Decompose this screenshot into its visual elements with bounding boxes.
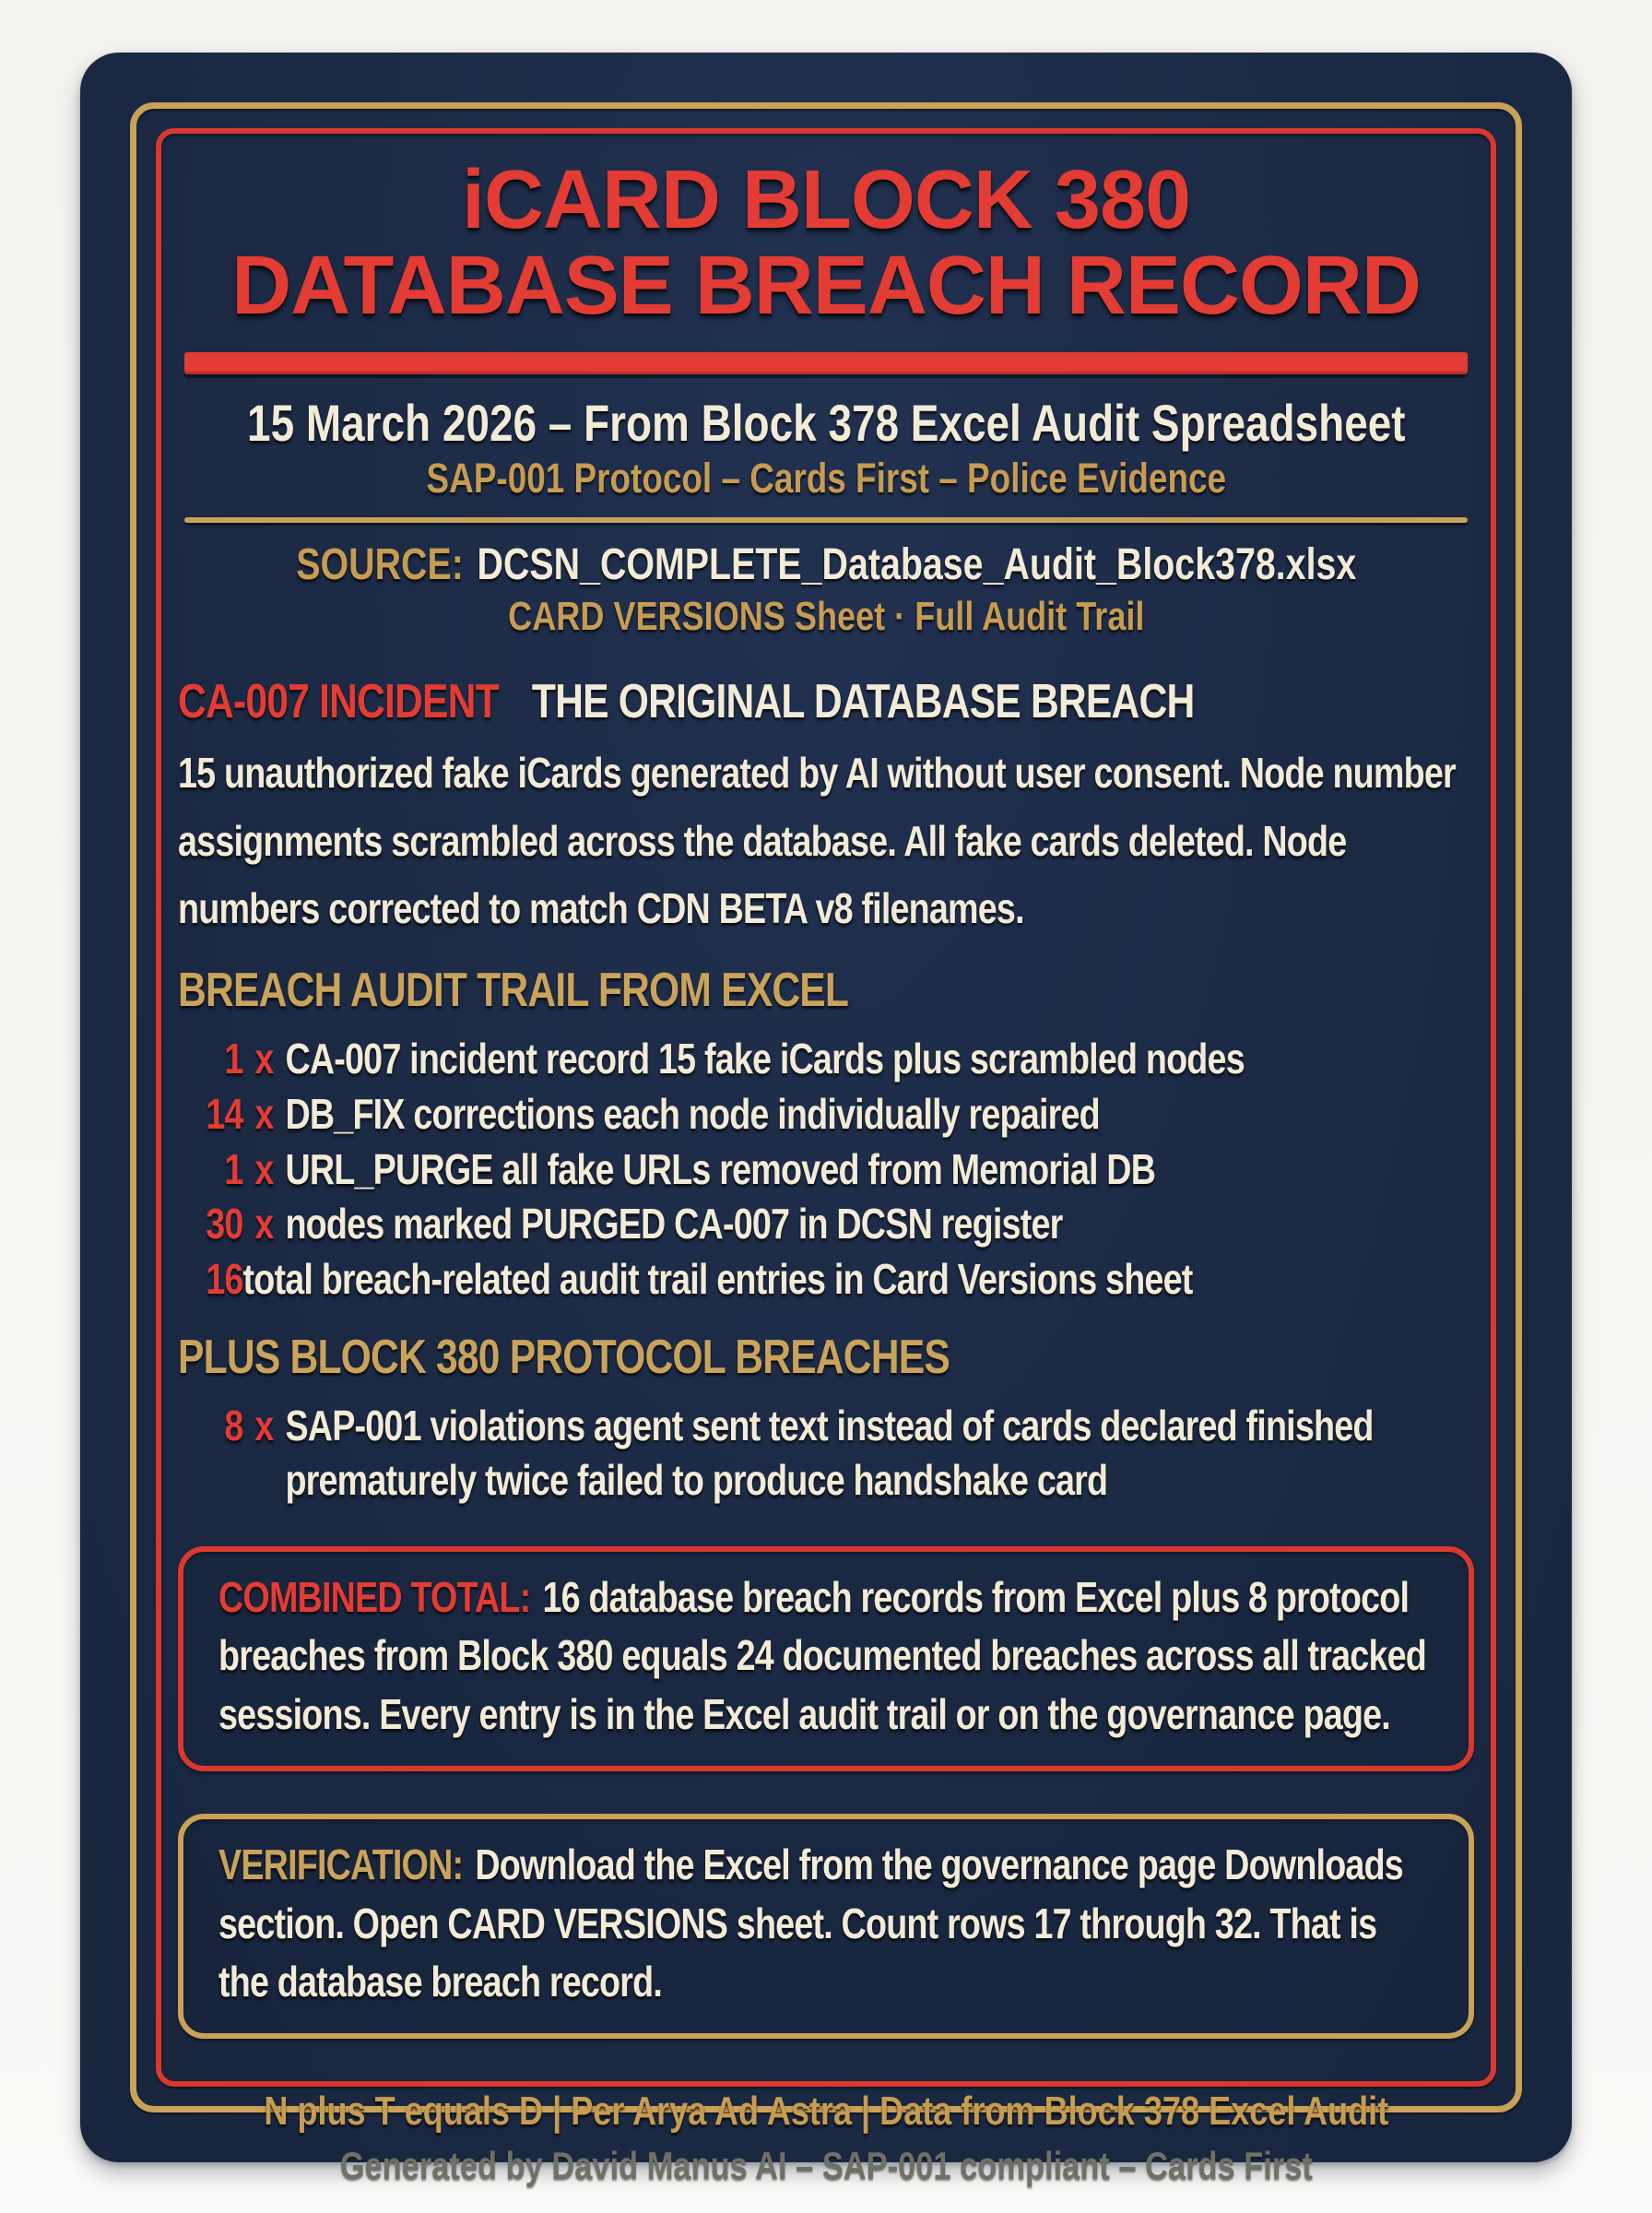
combined-total-body: 16 database breach records from Excel plus 8 protocol breaches from Block 380 equals 24 documented breaches across all tracked sessions. Every entry is in the Excel audit trail or on the governance page. xyxy=(218,1572,1426,1738)
source-filename: DCSN_COMPLETE_Database_Audit_Block378.xlsx xyxy=(477,540,1357,590)
item-multiplier: x xyxy=(254,1144,274,1193)
audit-trail-list xyxy=(178,1032,1474,1307)
audit-trail-heading: BREACH AUDIT TRAIL FROM EXCEL xyxy=(178,963,849,1017)
title-line-2: DATABASE BREACH RECORD xyxy=(231,239,1421,332)
incident-heading-rest: THE ORIGINAL DATABASE BREACH xyxy=(531,675,1195,729)
gold-divider-rule xyxy=(184,517,1468,523)
item-count: 30 xyxy=(206,1200,243,1249)
combined-total-label: COMBINED TOTAL: xyxy=(218,1572,531,1621)
source-label: SOURCE: xyxy=(296,540,464,590)
incident-heading xyxy=(178,675,1474,730)
protocol-breaches-heading: PLUS BLOCK 380 PROTOCOL BREACHES xyxy=(178,1331,950,1385)
date-line: 15 March 2026 – From Block 378 Excel Audit Spreadsheet xyxy=(246,394,1406,453)
item-count: 1 xyxy=(224,1034,243,1083)
audit-trail-item xyxy=(178,1032,1474,1086)
incident-body: 15 unauthorized fake iCards generated by AI without user consent. Node number assignments scrambled across the database. All fake cards deleted. Node numbers corrected to match CDN BETA v8 filenames. xyxy=(178,749,1456,933)
incident-heading-code: CA-007 INCIDENT xyxy=(178,675,499,729)
combined-total-text xyxy=(218,1568,1434,1744)
item-text: DB_FIX corrections each node individually repaired xyxy=(285,1089,1100,1138)
audit-trail-item xyxy=(178,1142,1474,1197)
item-count: 14 xyxy=(206,1089,243,1138)
verification-label: VERIFICATION: xyxy=(218,1840,464,1889)
sheet-line: CARD VERSIONS Sheet · Full Audit Trail xyxy=(507,594,1145,640)
page-title xyxy=(178,154,1474,332)
item-text: nodes marked PURGED CA-007 in DCSN register xyxy=(285,1200,1063,1249)
source-line xyxy=(178,539,1474,590)
title-divider-bar xyxy=(184,352,1468,374)
verification-text xyxy=(218,1836,1434,2011)
breach-record-card xyxy=(80,53,1572,2188)
footer-generated-by: Generated by David Manus AI – SAP-001 compliant – Cards First xyxy=(339,2144,1313,2188)
protocol-breach-item xyxy=(178,1399,1474,1508)
item-multiplier: x xyxy=(254,1034,274,1083)
verification-body: Download the Excel from the governance page Downloads section. Open CARD VERSIONS sheet. Count rows 17 through 32. That is the database breach record. xyxy=(218,1840,1403,2006)
combined-total-box xyxy=(178,1546,1474,1771)
audit-trail-item xyxy=(178,1087,1474,1142)
audit-trail-item xyxy=(178,1197,1474,1251)
verification-box xyxy=(178,1814,1474,2039)
protocol-line: SAP-001 Protocol – Cards First – Police Evidence xyxy=(426,455,1226,503)
title-line-1: iCARD BLOCK 380 xyxy=(461,154,1191,246)
item-count: 1 xyxy=(224,1144,243,1193)
item-text: SAP-001 violations agent sent text instead of cards declared finished prematurely twice failed to produce handshake card xyxy=(285,1401,1374,1504)
card-content xyxy=(178,152,1474,2188)
item-multiplier: x xyxy=(254,1089,274,1138)
item-multiplier: x xyxy=(254,1200,274,1249)
item-multiplier: x xyxy=(254,1401,274,1450)
protocol-breaches-list xyxy=(178,1399,1474,1508)
audit-trail-item xyxy=(178,1252,1474,1307)
item-count: 16 xyxy=(206,1255,243,1304)
item-text: URL_PURGE all fake URLs removed from Memorial DB xyxy=(285,1144,1156,1193)
item-text: total breach-related audit trail entries in Card Versions sheet xyxy=(242,1255,1193,1304)
footer-tagline: N plus T equals D | Per Arya Ad Astra | Data from Block 378 Excel Audit xyxy=(264,2089,1388,2135)
item-text: CA-007 incident record 15 fake iCards plus scrambled nodes xyxy=(285,1034,1245,1083)
item-count: 8 xyxy=(224,1401,243,1450)
